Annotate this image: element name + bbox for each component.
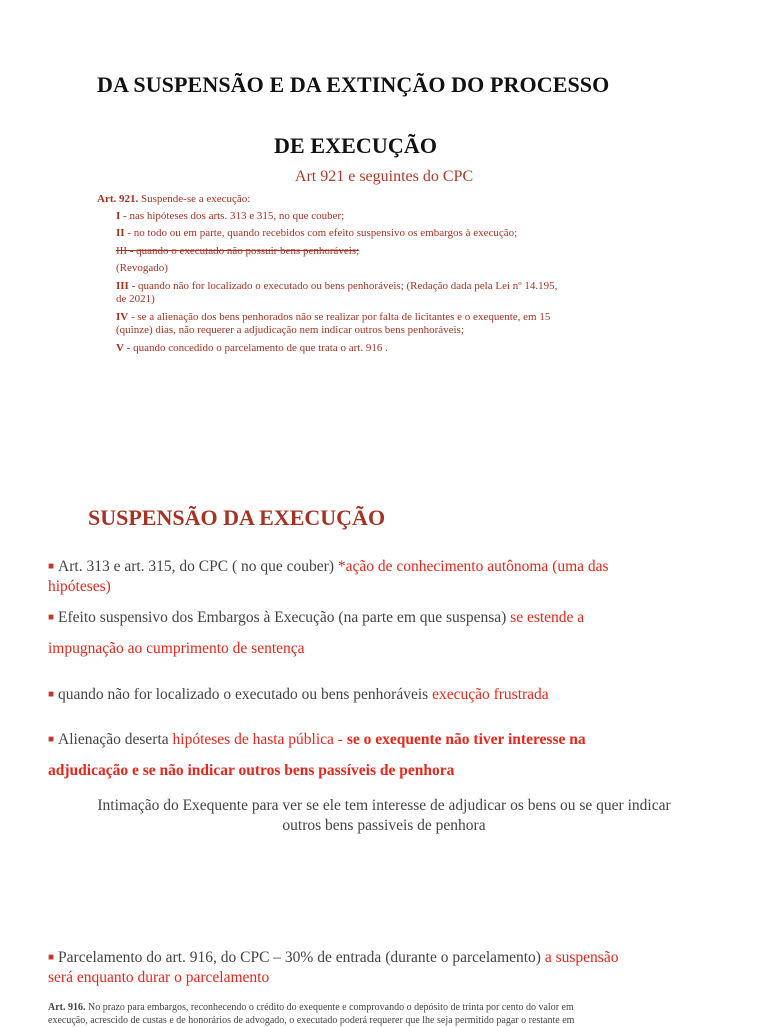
square-bullet-icon: ■ [48,561,55,572]
art921-head: Art. 921. Suspende-se a execução: [97,193,251,205]
bullet-2-continuation: impugnação ao cumprimento de sentença [48,640,305,657]
bullet-5: ■ Parcelamento do art. 916, do CPC – 30% de entrada (durante o parcelamento) a suspensão será enquanto durar o parcelamento [48,949,619,986]
bullet-4: ■ Alienação deserta hipóteses de hasta pública - se o exequente não tiver interesse na [48,731,586,748]
bullet-1: ■ Art. 313 e art. 315, do CPC ( no que couber) *ação de conhecimento autônoma (uma das hipóteses) [48,558,609,595]
bullet-4-continuation: adjudicação e se não indicar outros bens passíveis de penhora [48,762,455,779]
square-bullet-icon: ■ [48,734,55,745]
art921-item-iv: IV - se a alienação dos bens penhorados não se realizar por falta de licitantes e o exequente, em 15 (quinze) dias, não requerer a adjudicação nem indicar outros bens penhoráveis; [116,310,551,336]
square-bullet-icon: ■ [48,689,55,700]
page-title-line-1: DA SUSPENSÃO E DA EXTINÇÃO DO PROCESSO [97,72,610,97]
art921-revogado: (Revogado) [116,262,168,274]
square-bullet-icon: ■ [48,952,55,963]
art921-item-iii: III - quando não for localizado o executado ou bens penhoráveis; (Redação dada pela Lei nº 14.195, de 2021) [116,279,558,305]
bullet-3: ■ quando não for localizado o executado ou bens penhoráveis execução frustrada [48,686,549,703]
art921-block [97,193,637,355]
bullet-2: ■ Efeito suspensivo dos Embargos à Execução (na parte em que suspensa) se estende a [48,609,585,626]
note-intimacao: Intimação do Exequente para ver se ele tem interesse de adjudicar os bens ou se quer indicar outros bens passiveis de penhora [97,797,671,834]
art916-excerpt: Art. 916. No prazo para embargos, reconhecendo o crédito do exequente e comprovando o depósito de trinta por cento do valor em execução, acrescido de custas e de honorários de advogado, o executado poderá requerer que lhe seja permitido pagar o restante em [48,1002,575,1026]
square-bullet-icon: ■ [48,612,55,623]
page-subtitle: Art 921 e seguintes do CPC [294,168,474,185]
art921-item-i: I - nas hipóteses dos arts. 313 e 315, no que couber; [116,209,345,222]
page-title-line-2: DE EXECUÇÃO [274,133,438,158]
art921-item-iii-revoked: III - quando o executado não possuir bens penhoráveis; [116,244,360,257]
art921-item-ii: II - no todo ou em parte, quando recebidos com efeito suspensivo os embargos à execução; [116,227,518,239]
section-title: SUSPENSÃO DA EXECUÇÃO [88,505,386,530]
art921-item-v: V - quando concedido o parcelamento de que trata o art. 916 . [116,341,388,354]
